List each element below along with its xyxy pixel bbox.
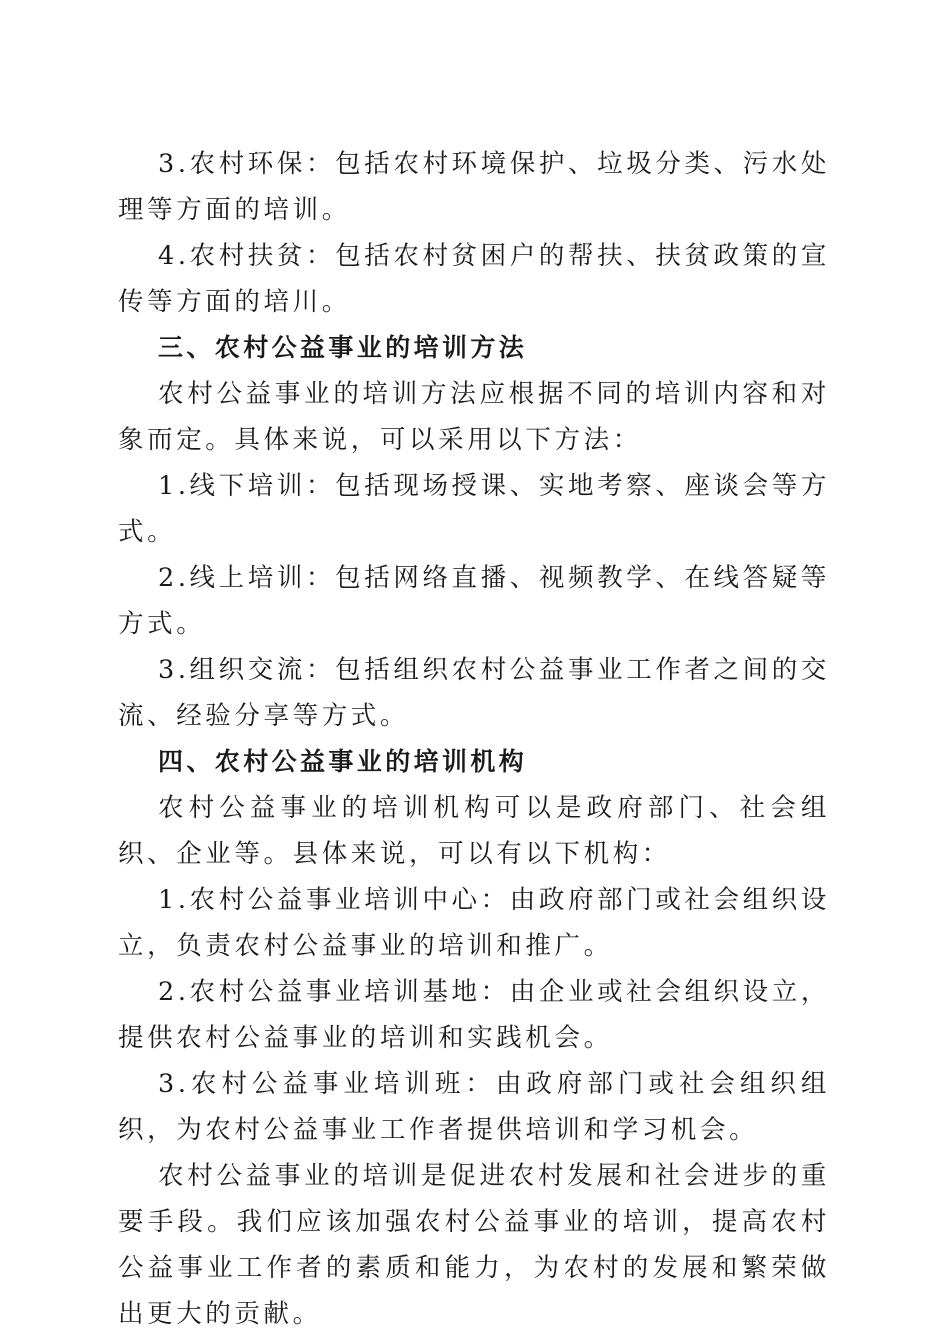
- institution-center: 1.农村公益事业培训中心：由政府部门或社会组织设立，负责农村公益事业的培训和推广。: [118, 885, 830, 961]
- method-exchange: 3.组织交流：包括组织农村公益事业工作者之间的交流、经验分享等方式。: [118, 655, 830, 731]
- item-rural-environment: 3.农村环保：包括农村环境保护、垃圾分类、污水处理等方面的培训。: [118, 149, 830, 225]
- method-online: 2.线上培训：包括网络直播、视频教学、在线答疑等方式。: [118, 563, 830, 639]
- item-rural-poverty: 4.农村扶贫：包括农村贫困户的帮扶、扶贫政策的宣传等方面的培川。: [118, 241, 830, 317]
- conclusion: 农村公益事业的培训是促进农村发展和社会进步的重要手段。我们应该加强农村公益事业的培训，提高农村公益事业工作者的素质和能力，为农村的发展和繁荣做出更大的贡献。: [118, 1161, 830, 1329]
- document-body: [118, 141, 830, 1337]
- section-heading-methods: 三、农村公益事业的培训方法: [158, 333, 528, 362]
- section-heading-institutions: 四、农村公益事业的培训机构: [158, 747, 528, 776]
- method-offline: 1.线下培训：包括现场授课、实地考察、座谈会等方式。: [118, 471, 830, 547]
- institution-class: 3.农村公益事业培训班：由政府部门或社会组织组织，为农村公益事业工作者提供培训和学习机会。: [118, 1069, 830, 1145]
- institutions-intro: 农村公益事业的培训机构可以是政府部门、社会组织、企业等。县体来说，可以有以下机构：: [118, 793, 830, 869]
- methods-intro: 农村公益事业的培训方法应根据不同的培训内容和对象而定。具体来说，可以采用以下方法：: [118, 379, 830, 455]
- institution-base: 2.农村公益事业培训基地：由企业或社会组织设立，提供农村公益事业的培训和实践机会。: [118, 977, 830, 1053]
